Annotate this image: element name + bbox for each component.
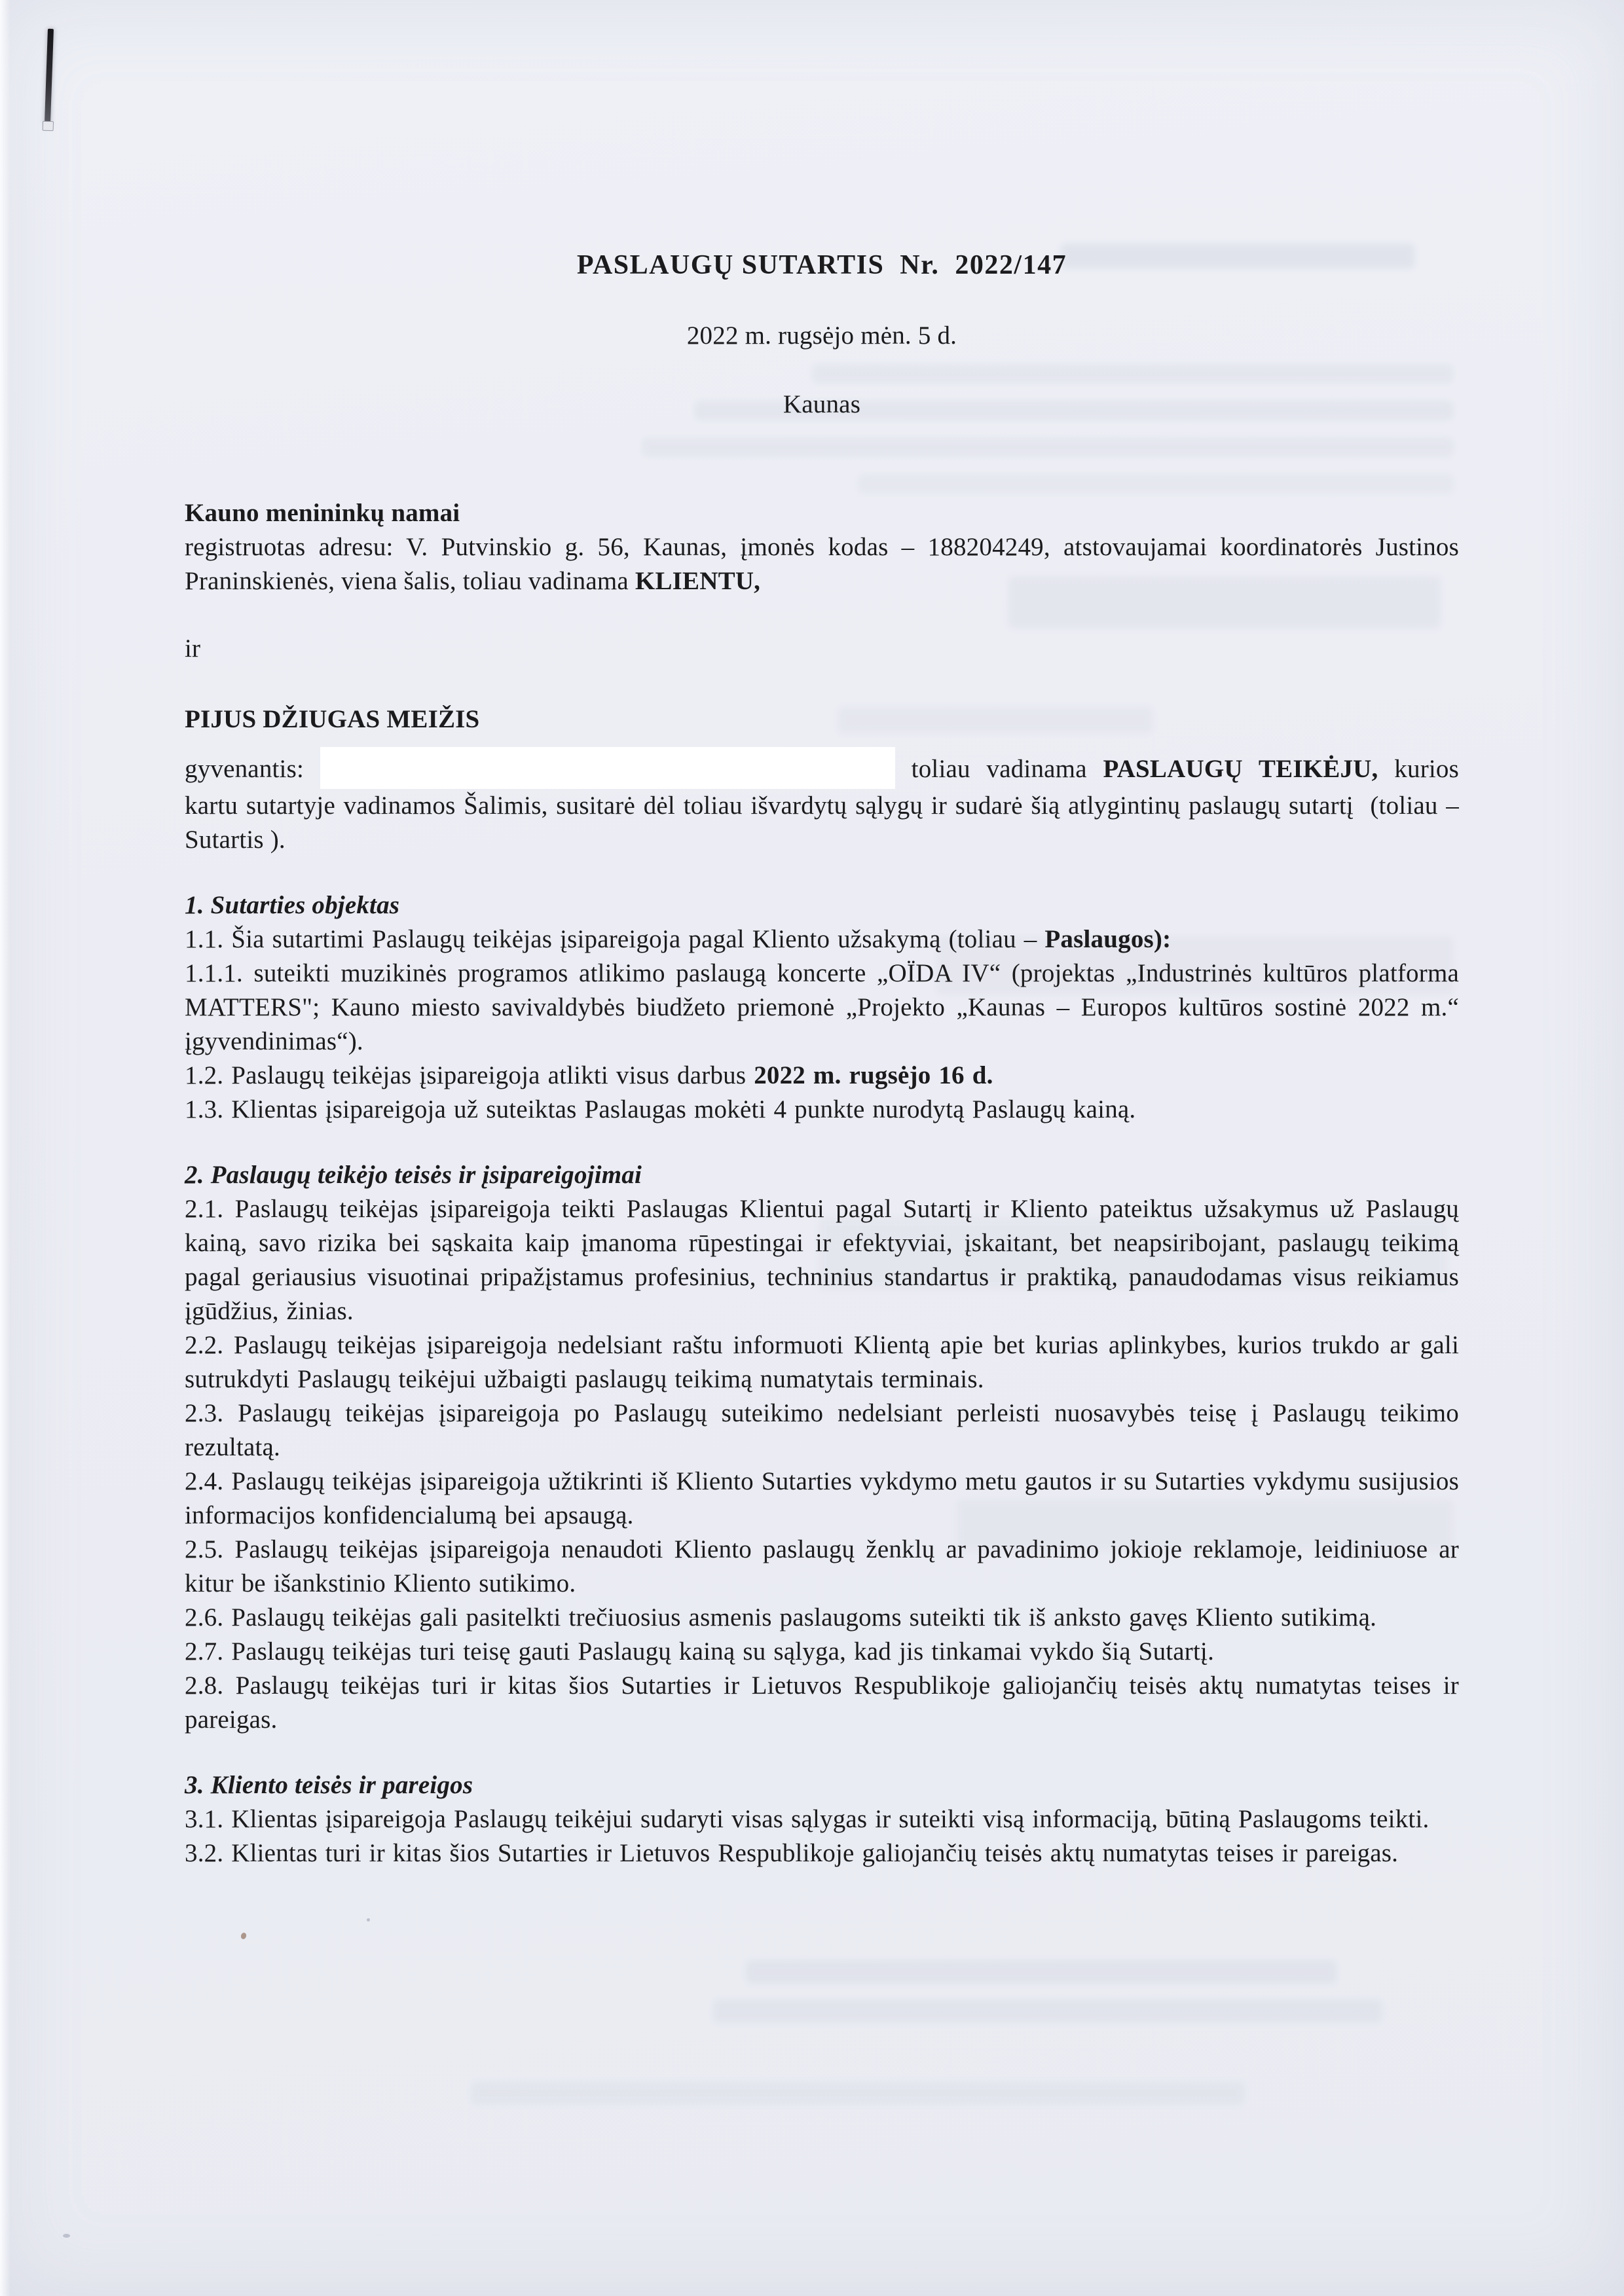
clause-paragraph: 3.2. Klientas turi ir kitas šios Sutarties ir Lietuvos Respublikoje galiojančių teisės aktų numatytas teises ir pareigas. [185,1839,1399,1867]
document-date: 2022 m. rugsėjo mėn. 5 d. [686,321,957,350]
clause-paragraph: 2.2. Paslaugų teikėjas įsipareigoja nedelsiant raštu informuoti Klientą apie bet kurias aplinkybes, kurios trukdo ar gali sutrukdyti Paslaugų teikėjui užbaigti paslaugų teikimą numatytais terminais. [185,1331,1459,1393]
section-heading: 3. Kliento teisės ir pareigos [185,1771,473,1799]
client-name: Kauno menininkų namai [185,499,460,527]
clause-paragraph: 1.3. Klientas įsipareigoja už suteiktas Paslaugas mokėti 4 punkte nurodytą Paslaugų kainą. [185,1095,1136,1123]
provider-details: gyvenantis: toliau vadinama PASLAUGŲ TEIKĖJU, kurios kartu sutartyje vadinamos Šalimis, susitarė dėl toliau išvardytų sąlygų ir sudarė šią atlygintinų paslaugų sutartį (toliau – Sutartis ). [185,747,1459,857]
clause-paragraph: 1.1. Šia sutartimi Paslaugų teikėjas įsipareigoja pagal Kliento užsakymą (toliau – Paslaugos): [185,925,1172,953]
provider-name: PIJUS DŽIUGAS MEIŽIS [185,705,480,733]
clause-paragraph: 2.7. Paslaugų teikėjas turi teisę gauti Paslaugų kainą su sąlyga, kad jis tinkamai vykdo šią Sutartį. [185,1637,1215,1666]
clause-paragraph: 2.5. Paslaugų teikėjas įsipareigoja nenaudoti Kliento paslaugų ženklų ar pavadinimo jokioje reklamoje, leidiniuose ar kitur be išankstinio Kliento sutikimo. [185,1535,1459,1597]
document-city: Kaunas [783,390,861,418]
clause-paragraph: 2.3. Paslaugų teikėjas įsipareigoja po Paslaugų suteikimo nedelsiant perleisti nuosavybės teisę į Paslaugų teikimo rezultatą. [185,1399,1459,1461]
section-heading: 2. Paslaugų teikėjo teisės ir įsipareigojimai [185,1161,642,1189]
section-heading: 1. Sutarties objektas [185,891,400,919]
clause-paragraph: 2.1. Paslaugų teikėjas įsipareigoja teikti Paslaugas Klientui pagal Sutartį ir Kliento pateiktus užsakymus už Paslaugų kainą, savo rizika bei sąskaita kaip įmanoma rūpestingai ir efektyviai, įskaitant, bet neapsiribojant, paslaugų teikimą pagal geriausius visuotinai pripažįstamus profesinius, techninius standartus ir praktiką, panaudodamas visus reikiamus įgūdžius, žinias. [185,1195,1459,1325]
client-details: registruotas adresu: V. Putvinskio g. 56, Kaunas, įmonės kodas – 188204249, atstovaujamai koordinatorės Justinos Praninskienės, viena šalis, toliau vadinama KLIENTU, [185,533,1459,595]
sections-container [185,888,1459,1870]
clause-paragraph: 1.1.1. suteikti muzikinės programos atlikimo paslaugą koncerte „OÏDA IV“ (projektas „Industrinės kultūros platforma MATTERS"; Kauno miesto savivaldybės biudžeto priemonė „Projekto „Kaunas – Europos kultūros sostinė 2022 m.“ įgyvendinimas“). [185,959,1459,1055]
clause-paragraph: 1.2. Paslaugų teikėjas įsipareigoja atlikti visus darbus 2022 m. rugsėjo 16 d. [185,1061,993,1089]
redacted-address-box [320,747,895,789]
clause-paragraph: 2.8. Paslaugų teikėjas turi ir kitas šios Sutarties ir Lietuvos Respublikoje galiojančių teisės aktų numatytas teises ir pareigas. [185,1671,1459,1734]
conjunction-ir: ir [185,634,201,663]
clause-paragraph: 2.4. Paslaugų teikėjas įsipareigoja užtikrinti iš Kliento Sutarties vykdymo metu gautos ir su Sutarties vykdymu susijusios informacijos konfidencialumą bei apsaugą. [185,1467,1459,1529]
document-title: PASLAUGŲ SUTARTIS Nr. 2022/147 [576,250,1067,280]
clause-paragraph: 3.1. Klientas įsipareigoja Paslaugų teikėjui sudaryti visas sąlygas ir suteikti visą informaciją, būtiną Paslaugoms teikti. [185,1805,1430,1833]
clause-paragraph: 2.6. Paslaugų teikėjas gali pasitelkti trečiuosius asmenis paslaugoms suteikti tik iš anksto gavęs Kliento sutikimą. [185,1603,1377,1631]
